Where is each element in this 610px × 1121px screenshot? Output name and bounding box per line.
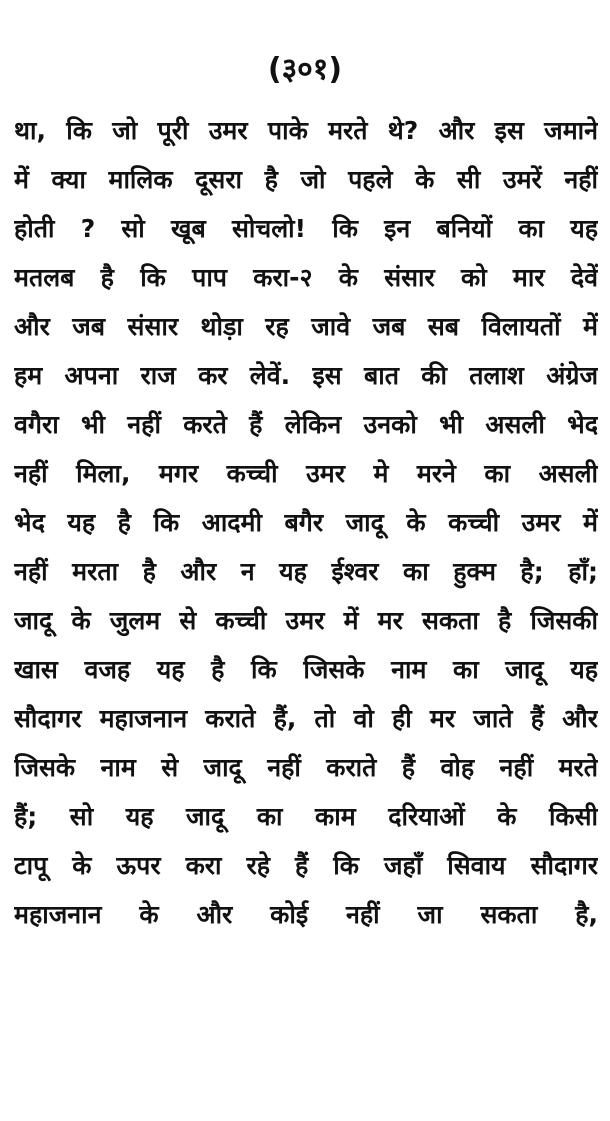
page-text-body (14, 106, 598, 939)
text-line: टापू के ऊपर करा रहे हैं कि जहाँ सिवाय सौदागर (14, 851, 598, 880)
text-line: नहीं मरता है और न यह ईश्वर का हुक्म है; हाँ; (14, 557, 598, 586)
text-line: सौदागर महाजनान कराते हैं, तो वो ही मर जाते हैं और (14, 704, 598, 733)
page-number: (३०१) (267, 52, 343, 87)
text-line: में क्या मालिक दूसरा है जो पहले के सी उमरें नहीं (14, 165, 598, 194)
text-line: मतलब है कि पाप करा-२ के संसार को मार देवें (14, 263, 598, 292)
text-line: था, कि जो पूरी उमर पाके मरते थे? और इस जमाने (14, 116, 598, 145)
text-line: हम अपना राज कर लेवें. इस बात की तलाश अंग्रेज (14, 361, 598, 390)
text-line: भेद यह है कि आदमी बगैर जादू के कच्ची उमर में (14, 508, 598, 537)
text-line: वगैरा भी नहीं करते हैं लेकिन उनको भी असली भेद (14, 410, 598, 439)
text-line: महाजनान के और कोई नहीं जा सकता है, (14, 900, 598, 929)
text-line: नहीं मिला, मगर कच्ची उमर मे मरने का असली (14, 459, 598, 488)
text-line: और जब संसार थोड़ा रह जावे जब सब विलायतों में (14, 312, 598, 341)
text-line: खास वजह यह है कि जिसके नाम का जादू यह (14, 655, 598, 684)
text-line: हैं; सो यह जादू का काम दरियाओं के किसी (14, 802, 598, 831)
text-line: जादू के जुलम से कच्ची उमर में मर सकता है जिसकी (14, 606, 598, 635)
text-line: जिसके नाम से जादू नहीं कराते हैं वोह नहीं मरते (14, 753, 598, 782)
text-line: होती ? सो खूब सोचलो! कि इन बनियों का यह (14, 214, 598, 243)
